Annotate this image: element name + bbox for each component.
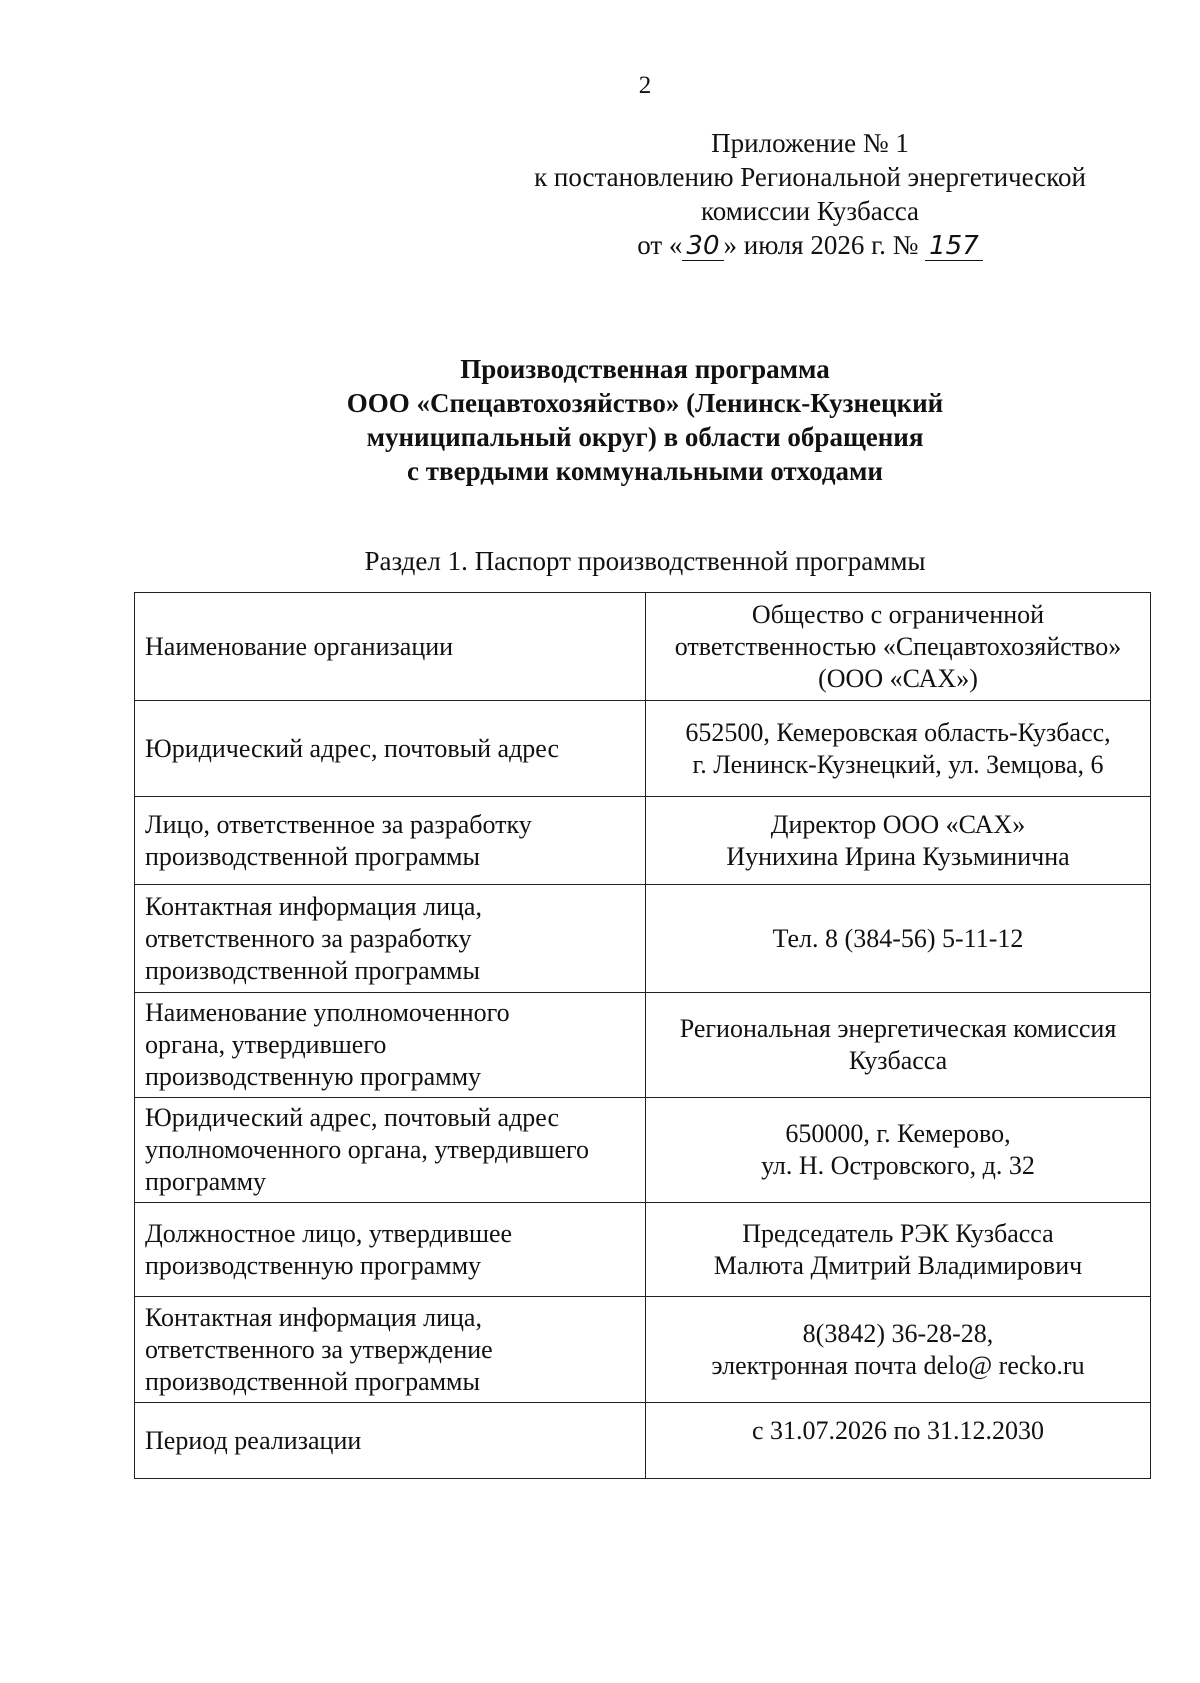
row-label-cell bbox=[135, 701, 646, 797]
title-line-1: Производственная программа bbox=[460, 354, 830, 384]
row-value-line: Председатель РЭК Кузбасса bbox=[742, 1218, 1054, 1248]
table-row bbox=[135, 1098, 1151, 1203]
row-label-line: программу bbox=[145, 1167, 267, 1196]
row-label-cell bbox=[135, 993, 646, 1098]
row-label-line: производственной программы bbox=[145, 841, 480, 871]
row-label-line: Наименование уполномоченного bbox=[145, 998, 510, 1027]
row-label-line: Должностное лицо, утвердившее bbox=[145, 1218, 513, 1248]
row-value-line: Директор ООО «САХ» bbox=[770, 809, 1026, 839]
row-value-line: с 31.07.2026 по 31.12.2030 bbox=[752, 1416, 1044, 1445]
table-row bbox=[135, 797, 1151, 885]
row-label-line: Контактная информация лица, bbox=[145, 891, 482, 921]
row-value-line: 8(3842) 36-28-28, bbox=[802, 1318, 994, 1348]
table-row bbox=[135, 1297, 1151, 1403]
title-line-3: муниципальный округ) в области обращения bbox=[366, 422, 924, 452]
table-row bbox=[135, 593, 1151, 701]
row-label-line: производственной программы bbox=[145, 955, 480, 985]
row-value-line: Малюта Дмитрий Владимирович bbox=[713, 1250, 1083, 1280]
row-label-line: Юридический адрес, почтовый адрес bbox=[145, 733, 560, 763]
appendix-date-line bbox=[500, 228, 1120, 262]
row-value-cell bbox=[646, 993, 1151, 1098]
table-row bbox=[135, 1203, 1151, 1297]
title-line-4: с твердыми коммунальными отходами bbox=[407, 456, 883, 486]
row-value-cell bbox=[646, 1403, 1151, 1479]
row-label-cell bbox=[135, 593, 646, 701]
row-label-line: производственную программу bbox=[145, 1062, 482, 1091]
row-value-line: ул. Н. Островского, д. 32 bbox=[761, 1151, 1035, 1180]
table-row bbox=[135, 885, 1151, 993]
table-row bbox=[135, 701, 1151, 797]
page-number: 2 bbox=[638, 72, 652, 99]
row-value-cell bbox=[646, 1203, 1151, 1297]
row-value-line: Региональная энергетическая комиссия bbox=[679, 1014, 1117, 1043]
row-label-cell bbox=[135, 797, 646, 885]
row-label-line: производственную программу bbox=[145, 1250, 482, 1280]
table-row bbox=[135, 993, 1151, 1098]
row-value-cell bbox=[646, 1098, 1151, 1203]
row-value-cell bbox=[646, 797, 1151, 885]
row-value-line: 650000, г. Кемерово, bbox=[785, 1119, 1011, 1148]
date-middle: » июля 2026 г. № bbox=[723, 230, 919, 260]
row-value-line: 652500, Кемеровская область-Кузбасс, bbox=[685, 717, 1111, 747]
row-value-line: Общество с ограниченной bbox=[751, 599, 1045, 629]
row-label-cell bbox=[135, 885, 646, 993]
date-prefix: от « bbox=[637, 230, 683, 260]
row-label-line: органа, утвердившего bbox=[145, 1030, 387, 1059]
row-value-cell bbox=[646, 701, 1151, 797]
row-value-line: ответственностью «Спецавтохозяйство» bbox=[674, 631, 1122, 661]
row-value-line: электронная почта delo@ recko.ru bbox=[711, 1350, 1085, 1380]
row-label-line: Наименование организации bbox=[145, 631, 454, 661]
table-row bbox=[135, 1403, 1151, 1479]
row-label-cell bbox=[135, 1203, 646, 1297]
row-value-line: Кузбасса bbox=[848, 1046, 948, 1075]
appendix-authority: комиссии Кузбасса bbox=[700, 196, 920, 226]
row-label-line: Период реализации bbox=[145, 1425, 362, 1455]
passport-table-body bbox=[135, 593, 1151, 1479]
appendix-title: Приложение № 1 bbox=[711, 128, 909, 158]
row-label-line: Лицо, ответственное за разработку bbox=[145, 809, 532, 839]
row-label-line: ответственного за утверждение bbox=[145, 1334, 493, 1364]
row-label-line: уполномоченного органа, утвердившего bbox=[145, 1135, 590, 1164]
row-value-line: Иунихина Ирина Кузьминична bbox=[726, 841, 1070, 871]
passport-table bbox=[134, 592, 1151, 1479]
row-label-cell bbox=[135, 1403, 646, 1479]
row-label-cell bbox=[135, 1098, 646, 1203]
row-label-line: Юридический адрес, почтовый адрес bbox=[145, 1103, 560, 1132]
row-value-line: Тел. 8 (384-56) 5-11-12 bbox=[772, 923, 1024, 953]
row-value-cell bbox=[646, 1297, 1151, 1403]
row-label-line: ответственного за разработку bbox=[145, 923, 472, 953]
decree-number-handwritten: 157 bbox=[925, 232, 983, 261]
appendix-reference: к постановлению Региональной энергетической bbox=[534, 162, 1086, 192]
row-label-line: производственной программы bbox=[145, 1366, 480, 1396]
document-title bbox=[0, 352, 1200, 488]
row-label-cell bbox=[135, 1297, 646, 1403]
section-title: Раздел 1. Паспорт производственной программы bbox=[364, 546, 926, 576]
row-value-cell bbox=[646, 885, 1151, 993]
row-label-line: Контактная информация лица, bbox=[145, 1302, 482, 1332]
appendix-header bbox=[500, 126, 1120, 262]
row-value-cell bbox=[646, 593, 1151, 701]
row-value-line: г. Ленинск-Кузнецкий, ул. Земцова, 6 bbox=[692, 749, 1104, 779]
title-line-2: ООО «Спецавтохозяйство» (Ленинск-Кузнецкий bbox=[346, 388, 944, 418]
date-day-handwritten: 30 bbox=[682, 232, 723, 261]
row-value-line: (ООО «САХ») bbox=[818, 663, 978, 693]
